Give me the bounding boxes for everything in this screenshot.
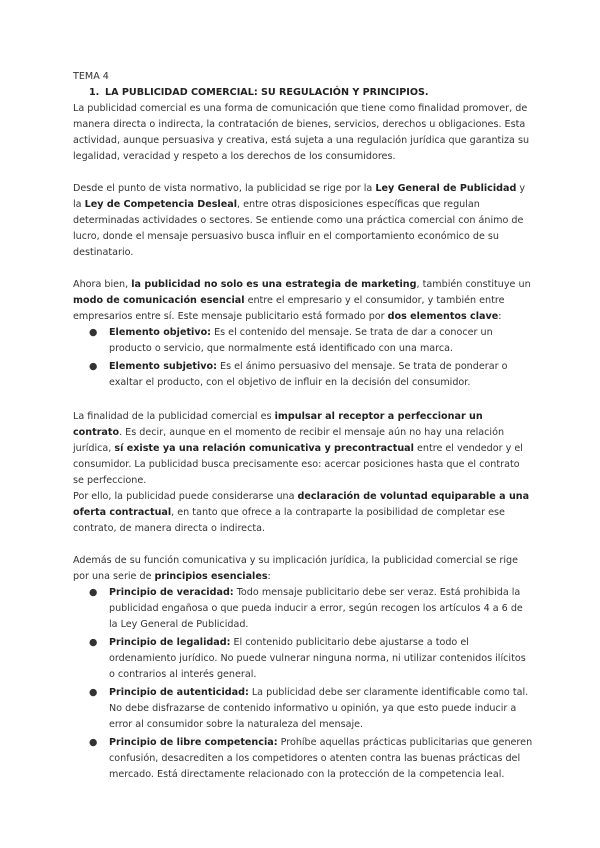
section-heading: 1. LA PUBLICIDAD COMERCIAL: SU REGULACIÓN Y PRINCIPIOS. (89, 87, 429, 98)
list-item: ● Principio de autenticidad: La publicidad debe ser claramente identificable como tal. No debe disfrazarse de contenido informativo u opinión, ya que esto puede inducir a error al consumidor sobre la naturaleza del mensaje. (89, 687, 529, 730)
bullet-icon: ● (89, 361, 98, 372)
bullet-icon: ● (89, 687, 98, 698)
communication-paragraph: Ahora bien, la publicidad no solo es una estrategia de marketing, también constituye un modo de comunicación esencial entre el empresario y el consumidor, y también entre empresarios entre sí. Este mensaje publicitario está formado por dos elementos clave: (73, 279, 531, 322)
principles-list (73, 585, 533, 783)
list-item: ● Principio de legalidad: El contenido publicitario debe ajustarse a todo el ordenamiento jurídico. No puede vulnerar ninguna norma, ni utilizar contenidos ilícitos o contrarios al interés general. (89, 637, 526, 680)
bullet-icon: ● (89, 737, 98, 748)
document-page (73, 69, 533, 785)
list-item: ● Principio de libre competencia: Prohíbe aquellas prácticas publicitarias que generen confusión, desacrediten a los competidores o atenten contra las buenas prácticas del mercado. Está directamente relacionado con la protección de la competencia leal. (89, 737, 533, 780)
offer-paragraph: Por ello, la publicidad puede considerarse una declaración de voluntad equiparable a una oferta contractual, en tanto que ofrece a la contraparte la posibilidad de completar ese contrato, de manera directa o indirecta. (73, 491, 530, 534)
list-item: ● Elemento subjetivo: Es el ánimo persuasivo del mensaje. Se trata de ponderar o exaltar el producto, con el objetivo de influir en la decisión del consumidor. (89, 361, 508, 388)
list-item: ● Principio de veracidad: Todo mensaje publicitario debe ser veraz. Está prohibida la publicidad engañosa o que pueda inducir a error, según recogen los artículos 4 a 6 de la Ley General de Publicidad. (89, 587, 523, 630)
principles-intro: Además de su función comunicativa y su implicación jurídica, la publicidad comercial se rige por una serie de principios esenciales: (73, 555, 518, 582)
bullet-icon: ● (89, 637, 98, 648)
normative-paragraph: Desde el punto de vista normativo, la publicidad se rige por la Ley General de Publicidad y la Ley de Competencia Desleal, entre otras disposiciones específicas que regulan determinadas actividades o sectores. Se entiende como una práctica comercial con ánimo de lucro, donde el mensaje persuasivo busca influir en el comportamiento económico de su destinatario. (73, 183, 526, 258)
purpose-paragraph: La finalidad de la publicidad comercial es impulsar al receptor a perfeccionar un contrato. Es decir, aunque en el momento de recibir el mensaje aún no hay una relación jurídica, sí existe ya una relación comunicativa y precontractual entre el vendedor y el consumidor. La publicidad busca precisamente eso: acercar posiciones hasta que el contrato se perfeccione. (73, 411, 523, 486)
elements-list (73, 325, 533, 391)
topic-label: TEMA 4 (73, 71, 109, 82)
list-item: ● Elemento objetivo: Es el contenido del mensaje. Se trata de dar a conocer un producto o servicio, que normalmente está identificado con una marca. (89, 327, 493, 354)
bullet-icon: ● (89, 327, 98, 338)
intro-paragraph: La publicidad comercial es una forma de comunicación que tiene como finalidad promover, de manera directa o indirecta, la contratación de bienes, servicios, derechos u obligaciones. Esta actividad, aunque persuasiva y creativa, está sujeta a una regulación jurídica que garantiza su legalidad, veracidad y respeto a los derechos de los consumidores. (73, 103, 530, 162)
bullet-icon: ● (89, 587, 98, 598)
